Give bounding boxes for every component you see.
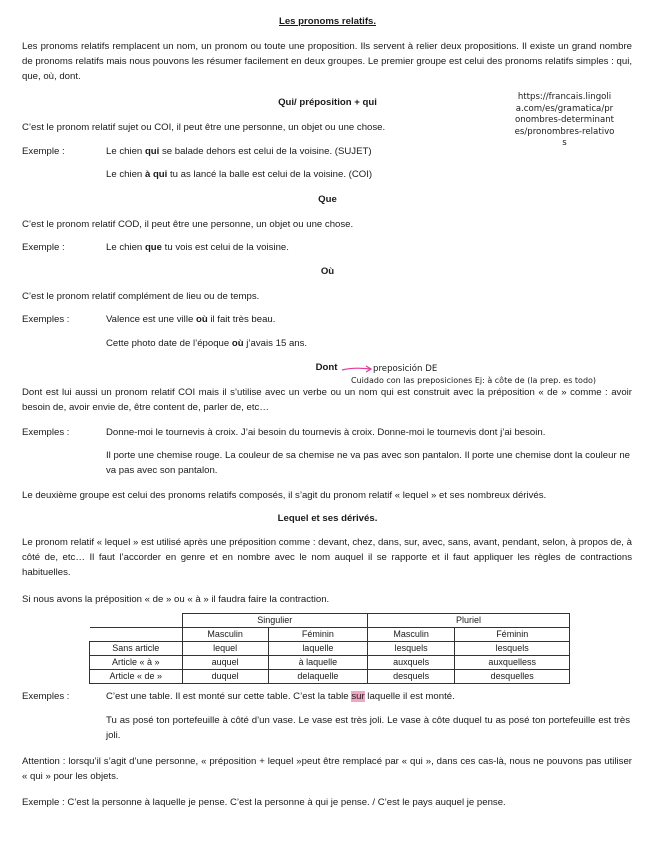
example-label: Exemples : <box>22 314 70 325</box>
annotation-caution: Cuidado con las preposiciones Ej: à côte de (la prep. es todo) <box>351 376 597 385</box>
row-label: Sans article <box>90 642 183 656</box>
annotation-arrow-icon <box>340 364 374 374</box>
table-cell: duquel <box>182 670 268 684</box>
que-description: C’est le pronom relatif COD, il peut être une personne, un objet ou une chose. <box>22 219 354 230</box>
table-cell: lequel <box>182 642 268 656</box>
intro-paragraph: Les pronoms relatifs remplacent un nom, un pronom ou toute une proposition. Ils servent à relier deux propositions. Il existe un grand nombre de pronoms relatifs mais nous pouvons les résumer facilement en deux groupes. Le premier groupe est celui des pronoms relatifs simples : qui, que, où, dont. <box>22 41 632 82</box>
table-cell: laquelle <box>268 642 367 656</box>
example-label: Exemple : <box>22 146 65 157</box>
table-cell: auxquelless <box>455 656 570 670</box>
lequel-example-2: Tu as posé ton portefeuille à côté d’un vase. Le vase est très joli. Le vase à côte duquel tu as posé ton portefeuille est très joli. <box>106 715 630 741</box>
que-example-1: Le chien que tu vois est celui de la voisine. <box>106 242 289 253</box>
group-header-singulier: Singulier <box>182 614 367 628</box>
row-label: Article « de » <box>90 670 183 684</box>
lequel-description: Le pronom relatif « lequel » est utilisé après une préposition comme : devant, chez, dans, sur, avec, sans, avant, pendant, selon, à propos de, à côté de, etc… Il faut l’accorder en genre et en nombre avec le nom auquel il se rapporte et il faut appliquer les règles de contractions habituelles. <box>22 537 632 578</box>
sub-header: Masculin <box>367 628 454 642</box>
ou-description: C’est le pronom relatif complément de lieu ou de temps. <box>22 291 260 302</box>
side-note-url: https://francais.lingolia.com/es/gramatica/pronombres-determinantes/pronombres-relativos <box>514 92 615 148</box>
table-row <box>90 656 570 670</box>
heading-lequel: Lequel et ses dérivés. <box>277 513 378 524</box>
table-cell: desquelles <box>455 670 570 684</box>
qui-example-1: Le chien qui se balade dehors est celui de la voisine. (SUJET) <box>106 146 372 157</box>
contraction-note: Si nous avons la préposition « de » ou « à » il faudra faire la contraction. <box>22 594 330 605</box>
empty-cell <box>90 628 183 642</box>
sub-header: Masculin <box>182 628 268 642</box>
table-cell: auxquels <box>367 656 454 670</box>
heading-ou: Où <box>320 266 335 277</box>
contraction-table <box>89 613 570 684</box>
ou-example-1: Valence est une ville où il fait très beau. <box>106 314 276 325</box>
example-label: Exemples : <box>22 427 70 438</box>
attention-paragraph: Attention : lorsqu’il s’agit d’une personne, « préposition + lequel »peut être remplacé par « qui », dans ces cas-là, nous ne pouvons pas utiliser « qui » pour les objets. <box>22 756 632 782</box>
qui-example-2: Le chien à qui tu as lancé la balle est celui de la voisine. (COI) <box>106 169 373 180</box>
second-group-paragraph: Le deuxième groupe est celui des pronoms relatifs composés, il s’agit du pronom relatif « lequel » et ses nombreux dérivés. <box>22 490 547 501</box>
table-row <box>90 642 570 656</box>
heading-que: Que <box>318 194 337 205</box>
page-title: Les pronoms relatifs. <box>278 16 377 27</box>
table-cell: delaquelle <box>268 670 367 684</box>
heading-qui: Qui/ préposition + qui <box>278 97 377 108</box>
qui-description: C’est le pronom relatif sujet ou COI, il peut être une personne, un objet ou une chose. <box>22 122 386 133</box>
example-label: Exemple : <box>22 242 65 253</box>
sub-header: Féminin <box>455 628 570 642</box>
row-label: Article « à » <box>90 656 183 670</box>
dont-example-1: Donne-moi le tournevis à croix. J’ai besoin du tournevis à croix. Donne-moi le tournevis dont j’ai besoin. <box>106 427 546 438</box>
example-label: Exemples : <box>22 691 70 702</box>
annotation-preposition: preposición DE <box>373 364 438 374</box>
table-cell: à laquelle <box>268 656 367 670</box>
heading-dont: Dont <box>315 362 338 373</box>
final-example: Exemple : C’est la personne à laquelle je pense. C’est la personne à qui je pense. / C’est le pays auquel je pense. <box>22 797 506 808</box>
empty-corner <box>90 614 183 628</box>
group-header-pluriel: Pluriel <box>367 614 569 628</box>
lequel-example-1: C’est une table. Il est monté sur cette table. C’est la table sur laquelle il est monté. <box>106 691 455 702</box>
ou-example-2: Cette photo date de l’époque où j’avais 15 ans. <box>106 338 308 349</box>
table-cell: auquel <box>182 656 268 670</box>
table-cell: lesquels <box>455 642 570 656</box>
table-cell: desquels <box>367 670 454 684</box>
highlighted-word: sur <box>351 691 365 702</box>
dont-description: Dont est lui aussi un pronom relatif COI mais il s’utilise avec un verbe ou un nom qui est construit avec la préposition « de » comme : avoir besoin de, avoir envie de, être content de, parler de, etc… <box>22 387 632 413</box>
dont-example-2: Il porte une chemise rouge. La couleur de sa chemise ne va pas avec son pantalon. Il porte une chemise dont la couleur ne va pas avec son pantalon. <box>106 450 630 476</box>
sub-header: Féminin <box>268 628 367 642</box>
table-row <box>90 670 570 684</box>
table-cell: lesquels <box>367 642 454 656</box>
